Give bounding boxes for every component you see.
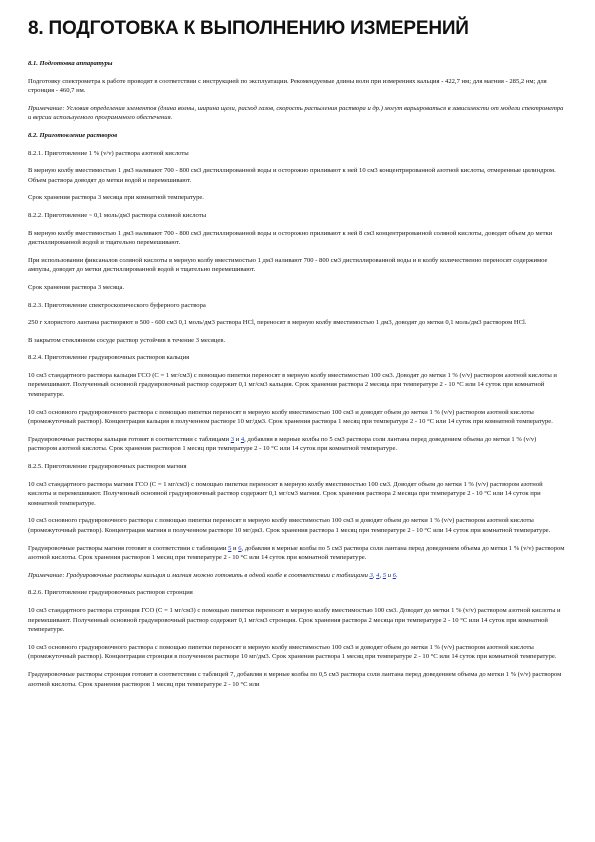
- text-run: , добавляя в мерные колбы по 5 см3 раствора соли лантана перед доведением объема до метки 1 % (v/v) раствором азотной кислоты. Срок хранения растворов 1 месяц при температуре 2 - 10 °С или 14 суток при комнатной температуре.: [28, 544, 565, 562]
- text-run: ,: [372, 571, 377, 579]
- text-run: и: [234, 435, 241, 443]
- paragraph: Срок хранения раствора 3 месяца.: [28, 283, 125, 291]
- paragraph: 10 см3 стандартного раствора стронция ГСО (С = 1 мг/см3) с помощью пипетки переносят в мерную колбу вместимостью 100 см3. Доводят до метки 1 % (v/v) раствором азотной кислоты и перемешивают. Полученный основной градуировочный раствор содержит 0,1 мг/см3 стронция. Срок хранения раствора 2 месяца при температуре 2 - 10 °С или 14 суток при комнатной температуре.: [28, 606, 561, 634]
- table-link-5[interactable]: 5: [382, 571, 387, 579]
- subsection-heading-8-2-1: 8.2.1. Приготовление 1 % (v/v) раствора азотной кислоты: [28, 149, 189, 157]
- paragraph: 10 см3 основного градуировочного раствора с помощью пипетки переносят в мерную колбу вместимостью 100 см3 и доводят объем до метки 1 % (v/v) раствором азотной кислоты (промежуточный раствор). Концентрация стронция в полученном растворе 10 мг/дм3. Срок хранения раствора 1 месяц при температуре 2 - 10 °С или 14 суток при комнатной температуре.: [28, 643, 557, 661]
- table-link-4[interactable]: 4: [376, 571, 380, 579]
- subsection-heading-8-2-5: 8.2.5. Приготовление градуировочных растворов магния: [28, 463, 187, 471]
- text-run: и: [386, 571, 393, 579]
- text-run: , добавляя в мерные колбы по 5 см3 раствора соли лантана перед доведением объема до метки 1 % (v/v) раствором азотной кислоты. Срок хранения растворов 1 месяц при температуре 2 - 10 °С или 14 суток при комнатной температуре.: [28, 435, 537, 453]
- subsection-heading-8-2-6: 8.2.6. Приготовление градуировочных растворов стронция: [28, 589, 193, 597]
- text-run: .: [395, 571, 398, 579]
- paragraph: 250 г хлористого лантана растворяют в 500 - 600 см3 0,1 моль/дм3 раствора HCl, переносят в мерную колбу вместимостью 1 дм3, доводят до метки 0,1 моль/дм3 раствором HCl.: [28, 319, 527, 327]
- table-link-3[interactable]: 3: [230, 435, 235, 443]
- table-link-6[interactable]: 6: [392, 571, 396, 579]
- paragraph: В закрытом стеклянном сосуде раствор устойчив в течение 3 месяцев.: [28, 336, 226, 344]
- text-run: ,: [379, 571, 383, 579]
- subsection-heading-8-2-4: 8.2.4. Приготовление градуировочных растворов кальция: [28, 354, 190, 362]
- paragraph: [28, 435, 565, 454]
- paragraph: При использовании фиксаналов соляной кислоты в мерную колбу вместимостью 1 дм3 наливают 700 - 800 см3 дистиллированной воды и в колбу количественно переносят содержимое ампулы, доводят до метки дистиллированной водой и тщательно перемешивают.: [28, 256, 548, 274]
- paragraph: Градуировочные растворы стронция готовят в соответствии с таблицей 7, добавляя в мерные колбы по 0,5 см3 раствора соли лантана перед доведением объема до метки 1 % (v/v) раствором азотной кислоты. Срок хранения растворов 1 месяц при температуре 2 - 10 °С или: [28, 670, 562, 688]
- text-run: и: [231, 544, 239, 552]
- paragraph: 10 см3 основного градуировочного раствора с помощью пипетки переносят в мерную колбу вместимостью 100 см3 и доводят объем до метки 1 % (v/v) раствором азотной кислоты (промежуточный раствор). Концентрация кальция в полученном растворе 10 мг/дм3. Срок хранения раствора 1 месяц при температуре 2 - 10 °С или 14 суток при комнатной температуре.: [28, 408, 553, 426]
- subsection-heading-8-2-2: 8.2.2. Приготовление ~ 0,1 моль/дм3 раствора соляной кислоты: [28, 211, 207, 219]
- text-run: Градуировочные растворы кальция готовят в соответствии с таблицами: [28, 435, 231, 443]
- paragraph: [28, 544, 565, 563]
- section-heading-8-1: 8.1. Подготовка аппаратуры: [28, 60, 113, 67]
- note: Примечание: Условия определения элементов (длина волны, ширина щели, расход газов, скорость распыления раствора и др.) могут варьироваться в зависимости от модели спектрометра и версии используемого программного обеспечения.: [28, 104, 564, 122]
- subsection-heading-8-2-3: 8.2.3. Приготовление спектроскопического буферного раствора: [28, 301, 206, 309]
- table-link-6[interactable]: 6: [238, 544, 242, 552]
- table-link-5[interactable]: 5: [228, 544, 232, 552]
- page-title: 8. ПОДГОТОВКА К ВЫПОЛНЕНИЮ ИЗМЕРЕНИЙ: [28, 18, 469, 39]
- paragraph: 10 см3 основного градуировочного раствора с помощью пипетки переносят в мерную колбу вместимостью 100 см3 и доводят объем до метки 1 % (v/v) раствором азотной кислоты (промежуточный раствор). Концентрация магния в полученном растворе 10 мг/дм3. Срок хранения раствора 1 месяц при температуре 2 - 10 °С или 14 суток при комнатной температуре.: [28, 517, 551, 534]
- paragraph: 10 см3 стандартного раствора кальция ГСО (С = 1 мг/см3) с помощью пипетки переносят в мерную колбу вместимостью 100 см3. Доводят до метки 1 % (v/v) раствором азотной кислоты и перемешивают. Полученный основной градуировочный раствор содержит 0,1 мг/см3 кальция. Срок хранения раствора 2 месяца при температуре 2 - 10 °С или 14 суток при комнатной температуре.: [28, 371, 557, 399]
- paragraph: Подготовку спектрометра к работе проводят в соответствии с инструкцией по эксплуатации. Рекомендуемые длины волн при измерениях кальция - 422,7 нм; для магния - 285,2 нм; для стронция - 460,7 нм.: [28, 77, 547, 95]
- table-link-3[interactable]: 3: [369, 571, 373, 579]
- text-run: Градуировочные растворы магния готовят в соответствии с таблицами: [28, 544, 229, 552]
- text-run: Примечание: Градуировочные растворы кальция и магния можно готовить в одной колбе в соответствии с таблицами: [28, 571, 370, 579]
- paragraph: В мерную колбу вместимостью 1 дм3 наливают 700 - 800 см3 дистиллированной воды и осторожно приливают к ней 10 см3 концентрированной азотной кислоты, отмеренные цилиндром. Объем раствора доводят до метки водой и перемешивают.: [28, 167, 556, 184]
- paragraph: 10 см3 стандартного раствора магния ГСО (С = 1 мг/см3) с помощью пипетки переносят в мерную колбу вместимостью 100 см3. Доводят объем до метки 1 % (v/v) раствором азотной кислоты и перемешивают. Полученный основной градуировочный раствор содержит 0,1 мг/см3 магния. Срок хранения раствора 2 месяца при температуре 2 - 10 °С или 14 суток при комнатной температуре.: [28, 480, 543, 507]
- paragraph: Срок хранения раствора 3 месяца при комнатной температуре.: [28, 194, 204, 202]
- table-link-4[interactable]: 4: [240, 435, 245, 443]
- note: [28, 571, 565, 581]
- paragraph: В мерную колбу вместимостью 1 дм3 наливают 700 - 800 см3 дистиллированной воды и осторожно приливают к ней 8 см3 концентрированной соляной кислоты, доводят объем до метки дистиллированной водой и тщательно перемешивают.: [28, 229, 553, 247]
- section-heading-8-2: 8.2. Приготовление растворов: [28, 131, 118, 139]
